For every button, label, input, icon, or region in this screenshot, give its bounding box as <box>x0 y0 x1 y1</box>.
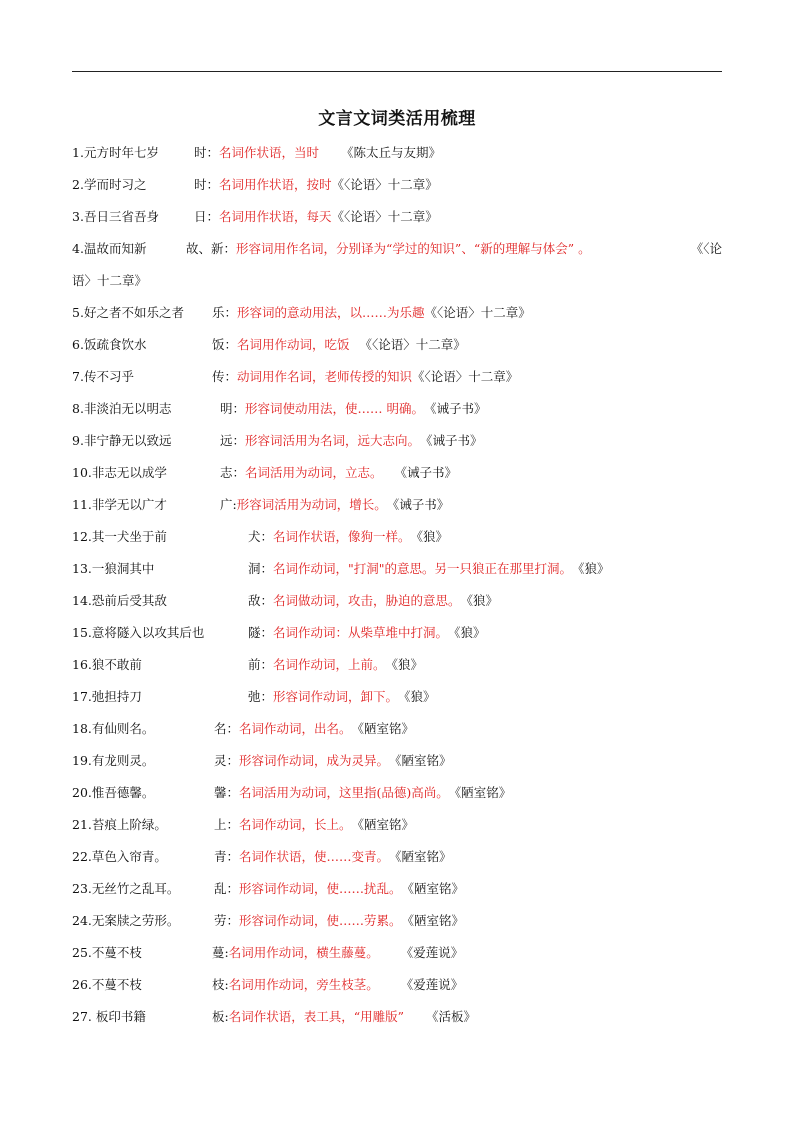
entry-phrase: 不蔓不枝 <box>91 945 142 960</box>
entry-phrase: 弛担持刀 <box>91 689 142 704</box>
entry-number: 8. <box>72 401 84 416</box>
entry-phrase: 非学无以广才 <box>91 497 167 512</box>
entry-explanation: 名词作动词，上前。 <box>273 657 386 672</box>
entry-keyword: 时 <box>194 177 207 192</box>
entry-source: 《〈论 <box>690 241 722 256</box>
list-item <box>72 144 722 176</box>
entry-source: 《陋室铭》 <box>351 817 415 832</box>
entry-phrase: 苔痕上阶绿。 <box>91 817 167 832</box>
entry-phrase: 非淡泊无以明志 <box>83 401 172 416</box>
entry-source: 《陋室铭》 <box>389 753 452 768</box>
list-item <box>72 784 722 816</box>
entry-explanation: 名词作动词：从柴草堆中打洞。 <box>273 625 449 640</box>
entry-source: 《陋室铭》 <box>389 849 452 864</box>
entry-phrase: 吾日三省吾身 <box>83 209 159 224</box>
entry-source: 《〈论语〉十二章》 <box>412 369 519 384</box>
entry-separator: ： <box>260 561 274 576</box>
entry-keyword: 饭 <box>212 337 225 352</box>
entry-explanation: 名词用作状语，每天 <box>219 209 332 224</box>
entry-number: 10. <box>72 465 92 480</box>
entry-keyword: 时 <box>194 145 207 160</box>
entry-explanation: 名词用作动词，横生藤蔓。 <box>228 945 379 960</box>
entry-number: 12. <box>72 529 92 544</box>
entry-number: 24. <box>72 913 92 928</box>
entry-phrase: 意将隧入以攻其后也 <box>91 625 205 640</box>
entry-separator: ： <box>206 209 220 224</box>
entry-phrase: 元方时年七岁 <box>83 145 159 160</box>
entry-separator: ： <box>260 657 274 672</box>
entry-explanation: 形容词使动用法，使…… 明确。 <box>245 401 425 416</box>
list-item <box>72 464 722 496</box>
entry-keyword: 犬 <box>248 529 261 544</box>
entry-keyword: 传 <box>212 369 225 384</box>
entry-source: 《诫子书》 <box>424 401 487 416</box>
entry-keyword: 敌 <box>248 593 261 608</box>
entry-number: 13. <box>72 561 92 576</box>
entry-separator: ： <box>232 465 246 480</box>
entry-keyword: 远 <box>220 433 233 448</box>
entry-keyword: 灵 <box>214 753 227 768</box>
entry-explanation: 形容词的意动用法，以……为乐趣 <box>237 305 425 320</box>
entry-separator: ： <box>232 433 246 448</box>
entry-source: 《陈太丘与友期》 <box>341 145 442 160</box>
list-item <box>72 880 722 912</box>
list-item <box>72 752 722 784</box>
entry-phrase: 好之者不如乐之者 <box>83 305 184 320</box>
entry-number: 9. <box>72 433 84 448</box>
entry-explanation: 名词作状语，当时 <box>219 145 320 160</box>
list-item <box>72 912 722 944</box>
entry-number: 27. <box>72 1009 92 1024</box>
entry-separator: : <box>224 1009 229 1024</box>
entry-phrase: 一狼洞其中 <box>91 561 155 576</box>
list-item <box>72 400 722 432</box>
entry-keyword: 蔓 <box>212 945 225 960</box>
list-item <box>72 592 722 624</box>
list-item <box>72 624 722 656</box>
list-item <box>72 944 722 976</box>
entry-explanation: 形容词用作名词，分别译为“学过的知识”、“新的理解与体会” 。 <box>236 241 591 256</box>
entry-source-continued: 语〉十二章》 <box>72 273 148 288</box>
list-item <box>72 368 722 400</box>
entry-explanation: 形容词作动词，使……劳累。 <box>239 913 402 928</box>
entry-number: 4. <box>72 241 84 256</box>
entry-number: 16. <box>72 657 92 672</box>
list-item <box>72 336 722 368</box>
entry-source: 《活板》 <box>426 1009 477 1024</box>
entry-separator: ： <box>226 785 240 800</box>
entry-source: 《狼》 <box>460 593 499 608</box>
entry-number: 19. <box>72 753 92 768</box>
entry-number: 5. <box>72 305 84 320</box>
entry-separator: ： <box>260 593 274 608</box>
entry-keyword: 劳 <box>214 913 227 928</box>
entry-separator: ： <box>232 401 246 416</box>
entry-explanation: 名词作状语，表工具，“用雕版” <box>228 1009 405 1024</box>
entry-keyword: 馨 <box>214 785 227 800</box>
entry-explanation: 形容词活用为名词，远大志向。 <box>245 433 421 448</box>
entry-number: 20. <box>72 785 92 800</box>
list-item <box>72 1008 722 1040</box>
entry-source: 《狼》 <box>410 529 449 544</box>
entry-keyword: 乐 <box>212 305 225 320</box>
entry-keyword: 弛 <box>248 689 261 704</box>
entry-keyword: 前 <box>248 657 261 672</box>
entry-separator: ： <box>206 177 220 192</box>
header-rule <box>72 71 722 72</box>
entry-number: 1. <box>72 145 84 160</box>
entry-source: 《陋室铭》 <box>401 881 465 896</box>
entry-list <box>72 144 722 1040</box>
entry-phrase: 学而时习之 <box>83 177 147 192</box>
entry-keyword: 枝 <box>212 977 225 992</box>
entry-number: 2. <box>72 177 84 192</box>
entry-number: 18. <box>72 721 92 736</box>
entry-keyword: 日 <box>194 209 207 224</box>
list-item <box>72 560 722 592</box>
entry-number: 17. <box>72 689 92 704</box>
entry-keyword: 明 <box>220 401 233 416</box>
entry-phrase: 传不习乎 <box>83 369 134 384</box>
entry-explanation: 名词作状语，像狗一样。 <box>273 529 411 544</box>
entry-separator: : <box>232 497 237 512</box>
entry-number: 21. <box>72 817 92 832</box>
entry-phrase: 恐前后受其敌 <box>91 593 167 608</box>
entry-keyword: 志 <box>220 465 233 480</box>
entry-keyword: 洞 <box>248 561 261 576</box>
entry-separator: ： <box>224 305 238 320</box>
list-item <box>72 656 722 688</box>
entry-explanation: 形容词活用为动词，增长。 <box>236 497 387 512</box>
entry-phrase: 狼不敢前 <box>91 657 142 672</box>
entry-source: 《诫子书》 <box>394 465 458 480</box>
entry-keyword: 隧 <box>248 625 261 640</box>
list-item <box>72 848 722 880</box>
entry-source: 《〈论语〉十二章》 <box>331 177 438 192</box>
entry-number: 23. <box>72 881 92 896</box>
entry-source: 《狼》 <box>572 561 610 576</box>
entry-phrase: 饭疏食饮水 <box>83 337 147 352</box>
list-item <box>72 176 722 208</box>
entry-phrase: 惟吾德馨。 <box>91 785 155 800</box>
entry-separator: ： <box>226 721 240 736</box>
entry-source: 《爱莲说》 <box>400 945 464 960</box>
entry-explanation: 名词作动词，出名。 <box>239 721 352 736</box>
entry-source: 《〈论语〉十二章》 <box>424 305 531 320</box>
entry-separator: : <box>224 977 229 992</box>
entry-keyword: 广 <box>220 497 233 512</box>
entry-phrase: 有龙则灵。 <box>91 753 155 768</box>
list-item <box>72 688 722 720</box>
entry-number: 26. <box>72 977 92 992</box>
entry-explanation: 形容词作动词，使……扰乱。 <box>239 881 402 896</box>
entry-source: 《陋室铭》 <box>448 785 512 800</box>
entry-separator: ： <box>224 337 238 352</box>
entry-separator: ： <box>226 881 240 896</box>
entry-explanation: 名词作状语，使……变青。 <box>239 849 390 864</box>
entry-separator: ： <box>260 529 274 544</box>
entry-source: 《狼》 <box>398 689 436 704</box>
entry-phrase: 无案牍之劳形。 <box>91 913 180 928</box>
entry-source: 《〈论语〉十二章》 <box>359 337 466 352</box>
list-item <box>72 240 722 304</box>
entry-separator: : <box>224 945 229 960</box>
list-item <box>72 208 722 240</box>
entry-phrase: 无丝竹之乱耳。 <box>91 881 180 896</box>
entry-keyword: 板 <box>212 1009 225 1024</box>
entry-keyword: 上 <box>214 817 227 832</box>
entry-separator: ： <box>224 369 238 384</box>
entry-source: 《诫子书》 <box>420 433 483 448</box>
entry-number: 7. <box>72 369 84 384</box>
entry-number: 3. <box>72 209 84 224</box>
entry-explanation: 名词用作动词，旁生枝茎。 <box>228 977 379 992</box>
entry-separator: ： <box>260 689 274 704</box>
entry-source: 《爱莲说》 <box>400 977 464 992</box>
list-item <box>72 976 722 1008</box>
list-item <box>72 528 722 560</box>
list-item <box>72 496 722 528</box>
entry-keyword: 名 <box>214 721 227 736</box>
entry-separator: ： <box>260 625 274 640</box>
entry-separator: ： <box>226 849 240 864</box>
entry-source: 《陋室铭》 <box>351 721 415 736</box>
entry-explanation: 名词作动词，"打洞"的意思。另一只狼正在那里打洞。 <box>273 561 573 576</box>
entry-explanation: 形容词作动词，成为灵异。 <box>239 753 390 768</box>
entry-phrase: 温故而知新 <box>83 241 147 256</box>
entry-source: 《诫子书》 <box>386 497 450 512</box>
entry-explanation: 名词活用为动词，立志。 <box>245 465 383 480</box>
entry-keyword: 乱 <box>214 881 227 896</box>
entry-explanation: 动词用作名词，老师传授的知识 <box>237 369 413 384</box>
list-item <box>72 720 722 752</box>
entry-number: 15. <box>72 625 92 640</box>
entry-source: 《〈论语〉十二章》 <box>331 209 438 224</box>
page-title: 文言文词类活用梳理 <box>318 109 476 129</box>
entry-explanation: 形容词作动词，卸下。 <box>273 689 399 704</box>
entry-number: 11. <box>72 497 92 512</box>
entry-phrase: 草色入帘青。 <box>91 849 167 864</box>
entry-number: 25. <box>72 945 92 960</box>
entry-separator: ： <box>226 753 240 768</box>
entry-phrase: 非志无以成学 <box>91 465 167 480</box>
entry-phrase: 其一犬坐于前 <box>91 529 167 544</box>
list-item <box>72 432 722 464</box>
entry-phrase: 板印书籍 <box>91 1009 146 1024</box>
entry-separator: ： <box>226 817 240 832</box>
entry-separator: ： <box>206 145 220 160</box>
entry-number: 22. <box>72 849 92 864</box>
entry-keyword: 故、新 <box>186 241 224 256</box>
entry-phrase: 不蔓不枝 <box>91 977 142 992</box>
entry-keyword: 青 <box>214 849 227 864</box>
entry-phrase: 非宁静无以致远 <box>83 433 172 448</box>
entry-separator: ： <box>223 241 237 256</box>
list-item <box>72 304 722 336</box>
entry-separator: ： <box>226 913 240 928</box>
entry-source: 《狼》 <box>385 657 424 672</box>
entry-phrase: 有仙则名。 <box>91 721 155 736</box>
entry-source: 《狼》 <box>448 625 486 640</box>
entry-number: 14. <box>72 593 92 608</box>
entry-explanation: 名词用作动词，吃饭 <box>237 337 350 352</box>
entry-explanation: 名词作动词，长上。 <box>239 817 352 832</box>
list-item <box>72 816 722 848</box>
entry-explanation: 名词活用为动词，这里指(品德)高尚。 <box>239 785 449 800</box>
entry-number: 6. <box>72 337 84 352</box>
entry-source: 《陋室铭》 <box>401 913 465 928</box>
entry-explanation: 名词做动词，攻击，胁迫的意思。 <box>273 593 461 608</box>
entry-explanation: 名词用作状语，按时 <box>219 177 332 192</box>
